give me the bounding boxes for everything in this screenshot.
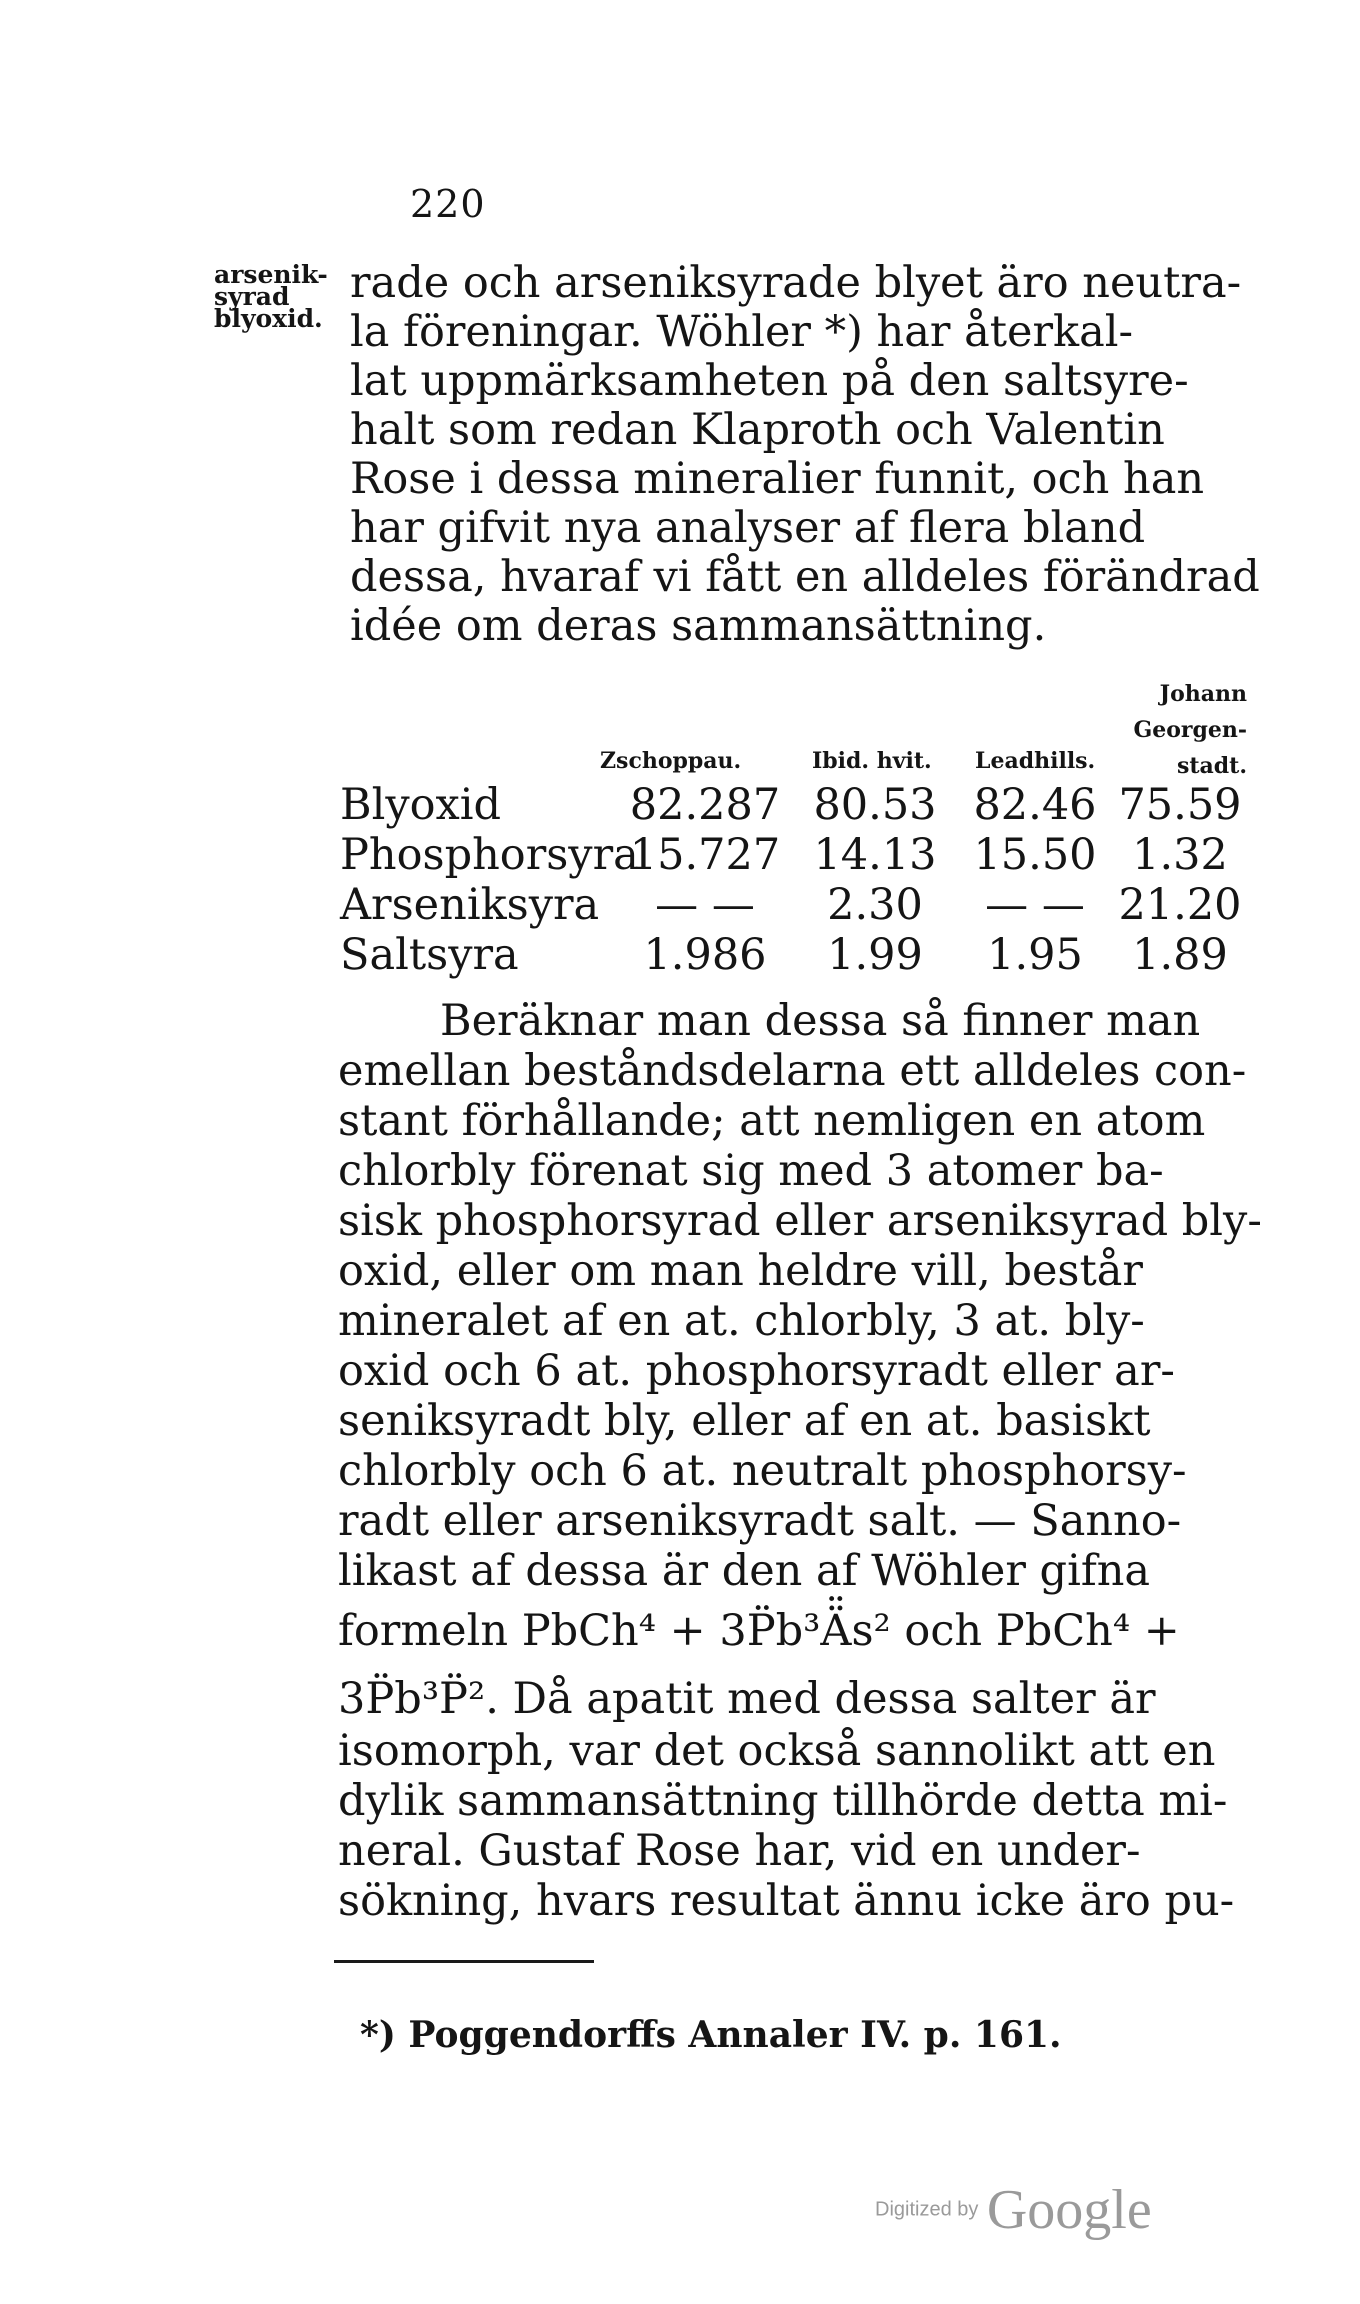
row-value: 75.59 (1118, 780, 1242, 830)
text-line: 3P̈b³P̈². Då apatit med dessa salter är (338, 1674, 1156, 1724)
column-header: Johann Georgen-stadt. (1133, 681, 1247, 779)
text-line: isomorph, var det också sannolikt att en (338, 1726, 1216, 1776)
text-line: mineralet af en at. chlorbly, 3 at. bly- (338, 1296, 1145, 1346)
row-label: Phosphorsyra (340, 830, 639, 880)
text-line: rade och arseniksyrade blyet äro neutra- (350, 258, 1242, 308)
text-line: chlorbly och 6 at. neutralt phosphorsy- (338, 1446, 1187, 1496)
text-line: formeln PbCh⁴ + 3P̈b³Ä̈s² och PbCh⁴ + (338, 1606, 1180, 1656)
watermark-prefix: Digitized by (875, 2198, 979, 2221)
column-header: Zschoppau. (600, 748, 742, 774)
footnote-rule (334, 1960, 594, 1963)
row-value: 80.53 (813, 780, 937, 830)
analysis-table-header (0, 0, 1360, 800)
text-line: neral. Gustaf Rose har, vid en under- (338, 1826, 1141, 1876)
row-value: 21.20 (1118, 880, 1242, 930)
text-line: dylik sammansättning tillhörde detta mi- (338, 1776, 1228, 1826)
page-number: 220 (410, 182, 486, 226)
text-line: dessa, hvaraf vi fått en alldeles förändrad (350, 552, 1260, 602)
table-row (340, 780, 1260, 830)
row-value: 14.13 (813, 830, 937, 880)
margin-note-line: syrad (214, 282, 290, 311)
text-line: radt eller arseniksyradt salt. — Sanno- (338, 1496, 1182, 1546)
row-value: 15.727 (629, 830, 781, 880)
table-row (340, 930, 1260, 980)
row-label: Blyoxid (340, 780, 502, 830)
text-line: stant förhållande; att nemligen en atom (338, 1096, 1206, 1146)
text-line: lat uppmärksamheten på den saltsyre- (350, 356, 1189, 406)
text-line: oxid, eller om man heldre vill, består (338, 1246, 1143, 1296)
text-line: emellan beståndsdelarna ett alldeles con- (338, 1046, 1247, 1096)
google-logo: Google (986, 2179, 1152, 2241)
footnote: *) Poggendorffs Annaler IV. p. 161. (360, 2014, 1062, 2056)
row-value: 1.32 (1132, 830, 1228, 880)
row-value: 1.95 (987, 930, 1083, 980)
text-line: seniksyradt bly, eller af en at. basiskt (338, 1396, 1151, 1446)
table-row (340, 880, 1260, 930)
text-line: likast af dessa är den af Wöhler gifna (338, 1546, 1151, 1596)
text-line: la föreningar. Wöhler *) har återkal- (350, 307, 1134, 357)
column-header: Leadhills. (975, 748, 1096, 774)
margin-note-line: arsenik- (214, 260, 328, 289)
text-line: har gifvit nya analyser af flera bland (350, 503, 1146, 553)
row-value: — — (655, 880, 755, 930)
text-line: sökning, hvars resultat ännu icke äro pu- (338, 1876, 1235, 1926)
row-label: Saltsyra (340, 930, 519, 980)
column-header: Ibid. hvit. (812, 748, 932, 774)
row-value: 1.89 (1132, 930, 1228, 980)
row-value: 1.99 (827, 930, 923, 980)
text-line: sisk phosphorsyrad eller arseniksyrad bly- (338, 1196, 1262, 1246)
text-line: Beräknar man dessa så finner man (440, 996, 1201, 1046)
text-line: chlorbly förenat sig med 3 atomer ba- (338, 1146, 1164, 1196)
row-value: — — (985, 880, 1085, 930)
margin-note-line: blyoxid. (214, 304, 323, 333)
text-line: Rose i dessa mineralier funnit, och han (350, 454, 1205, 504)
row-value: 2.30 (827, 880, 923, 930)
row-value: 15.50 (973, 830, 1097, 880)
text-line: halt som redan Klaproth och Valentin (350, 405, 1165, 455)
row-value: 82.46 (973, 780, 1097, 830)
row-value: 1.986 (643, 930, 767, 980)
table-row (340, 830, 1260, 880)
text-line: oxid och 6 at. phosphorsyradt eller ar- (338, 1346, 1175, 1396)
row-value: 82.287 (629, 780, 781, 830)
row-label: Arseniksyra (340, 880, 600, 930)
text-line: idée om deras sammansättning. (350, 601, 1047, 651)
watermark (875, 2178, 1152, 2242)
